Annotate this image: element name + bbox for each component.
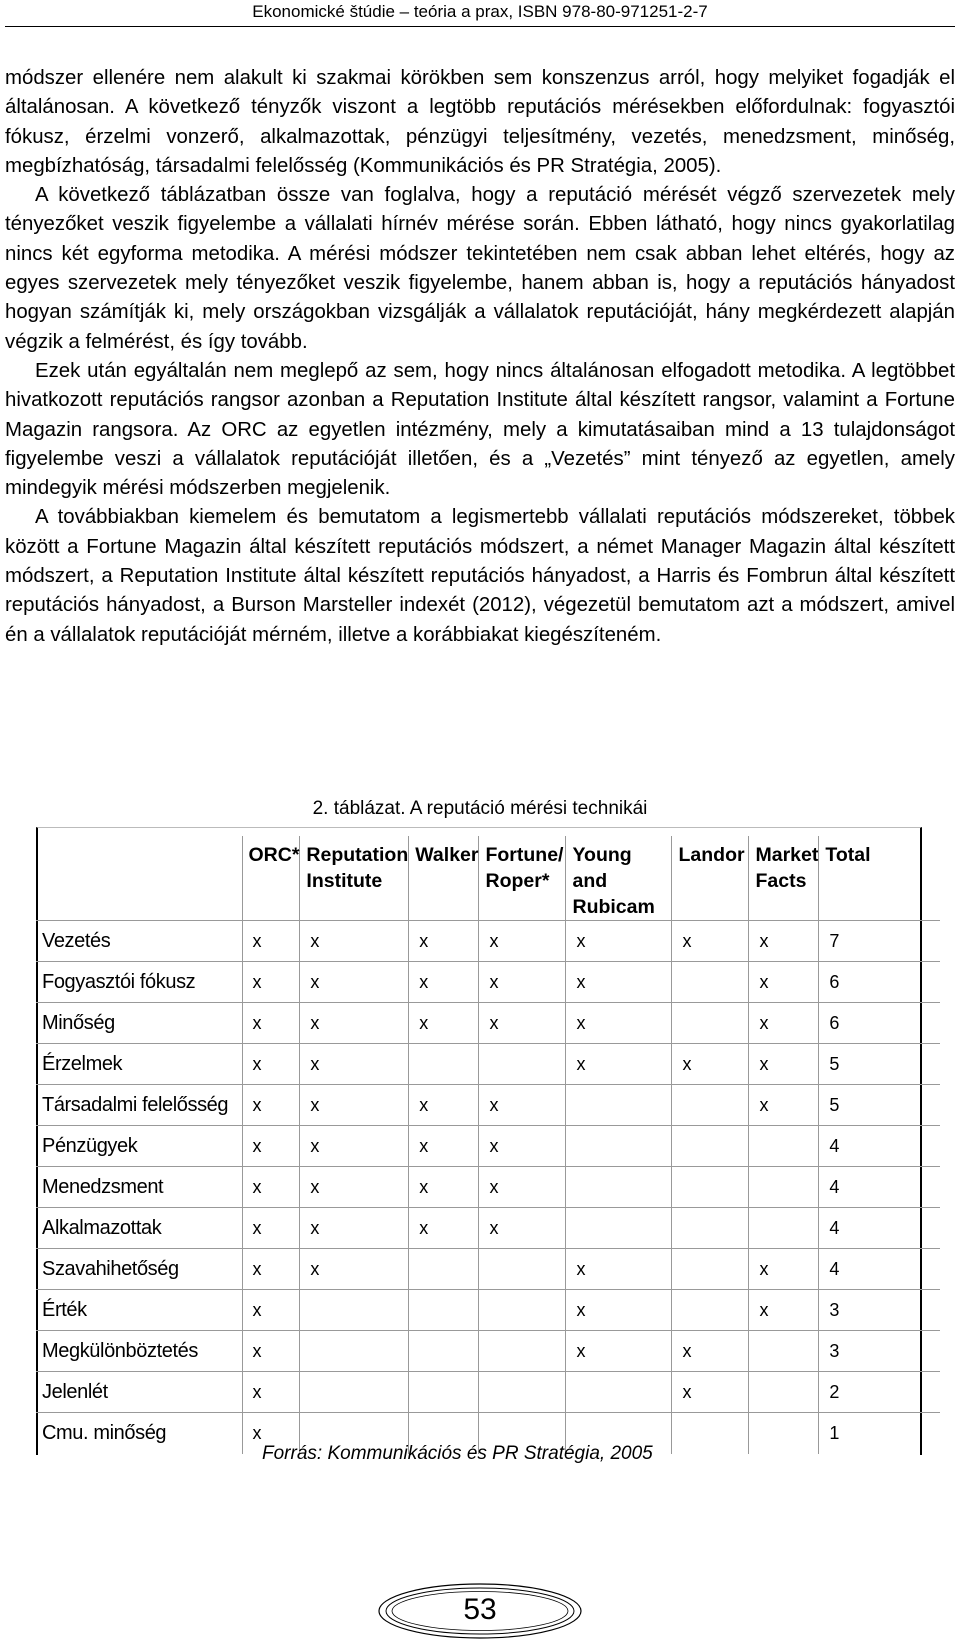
mark-cell [749, 1167, 819, 1208]
mark-cell [479, 1249, 566, 1290]
row-label: Szavahihetőség [42, 1257, 179, 1280]
mark-cell: x [672, 1331, 749, 1372]
mark-cell: x [300, 1208, 409, 1249]
mark-cell: x [479, 1126, 566, 1167]
page-number: 53 [463, 1593, 497, 1626]
mark-cell [300, 1372, 409, 1413]
table-row [36, 1085, 940, 1126]
mark-cell: x [479, 1003, 566, 1044]
mark-cell [749, 1372, 819, 1413]
mark-cell: x [409, 921, 479, 962]
row-label: Alkalmazottak [42, 1216, 162, 1239]
row-label: Érték [42, 1298, 87, 1321]
column-header: Total [819, 836, 940, 921]
mark-cell: x [566, 1249, 672, 1290]
header-divider [5, 26, 955, 27]
table-row [36, 921, 940, 962]
mark-cell: x [242, 1208, 300, 1249]
paragraph-3: Ezek után egyáltalán nem meglepő az sem, hogy nincs általánosan elfogadott metodika. A legtöbbet hivatkozott reputációs rangsor azonban a Reputation Institute által készített rangsor, valamint a Fortune Magazin rangsora. Az ORC az egyetlen intézmény, mely a kimutatásaiban mind a 13 tulajdonságot figyelembe veszi a vállalatok reputációját illetően, és a „Vezetés” mint tényező az egyetlen, amely mindegyik mérési módszerben megjelenik. [5, 359, 955, 500]
mark-cell: x [479, 921, 566, 962]
mark-cell [672, 1413, 749, 1454]
mark-cell: x [300, 1126, 409, 1167]
mark-cell: x [242, 1085, 300, 1126]
mark-cell [672, 962, 749, 1003]
total-cell: 4 [819, 1126, 940, 1167]
mark-cell [749, 1413, 819, 1454]
mark-cell: x [242, 1249, 300, 1290]
mark-cell: x [242, 921, 300, 962]
column-header: Market Facts [749, 836, 819, 921]
column-header: Walker [409, 836, 479, 921]
mark-cell: x [479, 962, 566, 1003]
total-cell: 3 [819, 1331, 940, 1372]
mark-cell: x [479, 1208, 566, 1249]
table-header-row [36, 836, 940, 921]
mark-cell: x [242, 962, 300, 1003]
mark-cell: x [749, 962, 819, 1003]
mark-cell: x [242, 1413, 300, 1454]
table-row [36, 1126, 940, 1167]
row-label: Megkülönböztetés [42, 1339, 198, 1362]
mark-cell: x [300, 962, 409, 1003]
mark-cell [479, 1044, 566, 1085]
mark-cell: x [242, 1003, 300, 1044]
column-header: Landor [672, 836, 749, 921]
mark-cell [749, 1126, 819, 1167]
mark-cell: x [409, 1126, 479, 1167]
mark-cell: x [672, 921, 749, 962]
mark-cell [409, 1290, 479, 1331]
mark-cell [300, 1290, 409, 1331]
mark-cell: x [409, 962, 479, 1003]
table-row [36, 1331, 940, 1372]
mark-cell: x [749, 921, 819, 962]
mark-cell [566, 1167, 672, 1208]
mark-cell [566, 1085, 672, 1126]
mark-cell: x [566, 921, 672, 962]
mark-cell: x [749, 1003, 819, 1044]
mark-cell: x [479, 1167, 566, 1208]
mark-cell: x [409, 1085, 479, 1126]
table-row [36, 1044, 940, 1085]
mark-cell [479, 1331, 566, 1372]
paragraph-2: A következő táblázatban össze van foglalva, hogy a reputáció mérését végző szervezetek mely tényezőket veszik figyelembe a vállalati hírnév mérése során. Ebben látható, hogy nincs gyakorlatilag nincs két egyforma metodika. A mérési módszer tekintetében nem csak abban lehet eltérés, hogy az egyes szervezetek mely tényezőket veszik figyelembe, hanem abban is, hogy a reputációs hányadost hogyan számítják ki, mely országokban vizsgálják a vállalatok reputációját, hány megkérdezett alapján végzik a felmérést, és így tovább. [5, 184, 955, 353]
mark-cell [409, 1331, 479, 1372]
total-cell: 4 [819, 1208, 940, 1249]
table-row [36, 1003, 940, 1044]
table-row [36, 1167, 940, 1208]
mark-cell [672, 1290, 749, 1331]
total-cell: 6 [819, 1003, 940, 1044]
table-row [36, 1208, 940, 1249]
running-header: Ekonomické štúdie – teória a prax, ISBN 978-80-971251-2-7 [252, 2, 708, 21]
table-caption: 2. táblázat. A reputáció mérési technikái [312, 798, 648, 819]
row-label: Menedzsment [42, 1175, 164, 1198]
mark-cell: x [242, 1290, 300, 1331]
mark-cell [749, 1208, 819, 1249]
mark-cell: x [409, 1208, 479, 1249]
column-header: Reputation Institute [300, 836, 409, 921]
row-label: Vezetés [42, 929, 111, 952]
mark-cell [672, 1085, 749, 1126]
mark-cell: x [242, 1044, 300, 1085]
mark-cell [566, 1372, 672, 1413]
total-cell: 5 [819, 1085, 940, 1126]
mark-cell: x [242, 1331, 300, 1372]
mark-cell: x [566, 962, 672, 1003]
total-cell: 1 [819, 1413, 940, 1454]
total-cell: 2 [819, 1372, 940, 1413]
mark-cell [672, 1249, 749, 1290]
mark-cell [479, 1372, 566, 1413]
row-label: Fogyasztói fókusz [42, 970, 196, 993]
total-cell: 4 [819, 1249, 940, 1290]
mark-cell [672, 1167, 749, 1208]
mark-cell [749, 1331, 819, 1372]
mark-cell: x [300, 1044, 409, 1085]
mark-cell: x [242, 1372, 300, 1413]
table-row [36, 1290, 940, 1331]
mark-cell: x [749, 1044, 819, 1085]
mark-cell: x [300, 1167, 409, 1208]
row-label: Érzelmek [42, 1052, 123, 1075]
row-label: Társadalmi felelősség [42, 1093, 229, 1116]
total-cell: 6 [819, 962, 940, 1003]
body-text [5, 64, 955, 650]
column-header: Young and Rubicam [566, 836, 672, 921]
mark-cell: x [749, 1085, 819, 1126]
row-label: Pénzügyek [42, 1134, 138, 1157]
mark-cell: x [300, 1003, 409, 1044]
mark-cell [479, 1290, 566, 1331]
mark-cell [672, 1003, 749, 1044]
column-header [36, 836, 242, 921]
mark-cell [409, 1372, 479, 1413]
table-row [36, 1249, 940, 1290]
table-body [36, 921, 940, 1454]
table-row [36, 962, 940, 1003]
mark-cell: x [672, 1372, 749, 1413]
mark-cell: x [749, 1249, 819, 1290]
reputation-methods-table [36, 836, 940, 1454]
row-label: Minőség [42, 1011, 115, 1034]
mark-cell: x [566, 1003, 672, 1044]
mark-cell [409, 1249, 479, 1290]
mark-cell: x [566, 1331, 672, 1372]
mark-cell: x [479, 1085, 566, 1126]
total-cell: 3 [819, 1290, 940, 1331]
mark-cell: x [409, 1167, 479, 1208]
mark-cell: x [242, 1126, 300, 1167]
mark-cell: x [566, 1290, 672, 1331]
total-cell: 5 [819, 1044, 940, 1085]
row-label: Cmu. minőség [42, 1421, 167, 1444]
table-source: Forrás: Kommunikációs és PR Stratégia, 2005 [262, 1443, 653, 1464]
mark-cell: x [242, 1167, 300, 1208]
mark-cell: x [300, 921, 409, 962]
mark-cell: x [300, 1249, 409, 1290]
mark-cell [300, 1331, 409, 1372]
mark-cell [672, 1208, 749, 1249]
column-header: ORC* [242, 836, 300, 921]
mark-cell: x [749, 1290, 819, 1331]
mark-cell [672, 1126, 749, 1167]
total-cell: 4 [819, 1167, 940, 1208]
total-cell: 7 [819, 921, 940, 962]
mark-cell [566, 1126, 672, 1167]
mark-cell: x [672, 1044, 749, 1085]
table-row [36, 1372, 940, 1413]
column-header: Fortune/ Roper* [479, 836, 566, 921]
mark-cell [566, 1208, 672, 1249]
mark-cell: x [300, 1085, 409, 1126]
paragraph-4: A továbbiakban kiemelem és bemutatom a legismertebb vállalati reputációs módszereket, többek között a Fortune Magazin által készített reputációs módszert, a német Manager Magazin által készített módszert, a Reputation Institute által készített reputációs hányadost, a Harris és Fombrun által készített reputációs hányadost, a Burson Marsteller indexét (2012), végezetül bemutatom azt a módszert, amivel én a vállalatok reputációját mérném, illetve a korábbiakat kiegészíteném. [5, 506, 955, 646]
mark-cell [409, 1044, 479, 1085]
mark-cell: x [409, 1003, 479, 1044]
paragraph-1: módszer ellenére nem alakult ki szakmai körökben sem konszenzus arról, hogy melyiket fogadják el általánosan. A következő tényzők viszont a legtöbb reputációs mérésekben előfordulnak: fogyasztói fókusz, érzelmi vonzerő, alkalmazottak, pénzügyi teljesítmény, vezetés, menedzsment, minőség, megbízhatóság, társadalmi felelősség (Kommunikációs és PR Stratégia, 2005). [5, 67, 955, 177]
mark-cell: x [566, 1044, 672, 1085]
row-label: Jelenlét [42, 1380, 108, 1403]
